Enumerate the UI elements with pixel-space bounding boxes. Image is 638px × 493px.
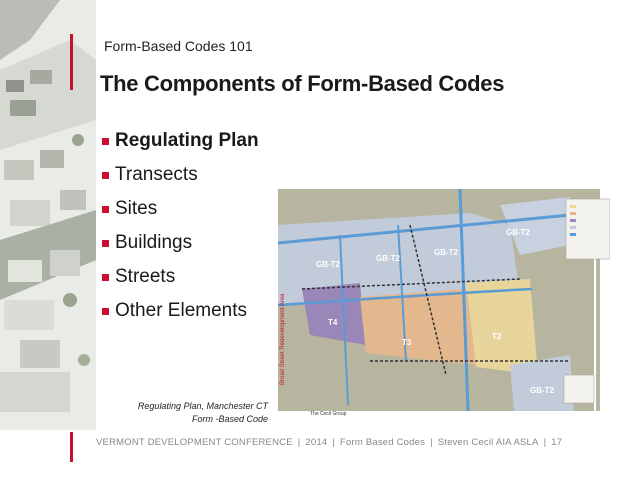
- bullet-item: [102, 294, 259, 328]
- bullet-label: Transects: [115, 164, 198, 185]
- zone-label: GB-T2: [376, 254, 400, 263]
- bullet-label: Regulating Plan: [115, 130, 259, 151]
- footer-author: Steven Cecil AIA ASLA: [437, 437, 539, 448]
- zone-label: GB-T2: [530, 386, 554, 395]
- bullet-item: [102, 124, 259, 158]
- footer-year: 2014: [305, 437, 328, 448]
- regulating-plan-map: [270, 185, 610, 417]
- bullet-item: [102, 192, 259, 226]
- bullet-label: Other Elements: [115, 300, 247, 321]
- caption-line: Form -Based Code: [191, 414, 268, 424]
- map-credit: The Cecil Group: [310, 411, 347, 417]
- bullet-square-icon: [102, 240, 109, 247]
- slide-subtitle: Form-Based Codes 101: [104, 38, 253, 54]
- bullet-square-icon: [102, 274, 109, 281]
- zone-label: T4: [328, 318, 338, 327]
- bullet-item: [102, 260, 259, 294]
- bullet-list: [102, 124, 259, 328]
- slide-title: The Components of Form-Based Codes: [100, 71, 505, 96]
- page-number: 17: [551, 437, 563, 448]
- footer-topic: Form Based Codes: [340, 437, 426, 448]
- zone-label: GB-T2: [434, 248, 458, 257]
- bullet-square-icon: [102, 138, 109, 145]
- slide-footer: [96, 437, 562, 448]
- bullet-square-icon: [102, 206, 109, 213]
- footer-separator: |: [332, 437, 336, 448]
- footer-separator: |: [297, 437, 301, 448]
- footer-separator: |: [430, 437, 433, 448]
- bullet-square-icon: [102, 172, 109, 179]
- footer-accent-bar: [70, 432, 73, 462]
- zone-label: T3: [402, 338, 412, 347]
- bullet-square-icon: [102, 308, 109, 315]
- zone-label: GB-T2: [506, 228, 530, 237]
- aerial-photo-strip: [0, 0, 96, 430]
- zone-label: GB-T2: [316, 260, 340, 269]
- bullet-label: Buildings: [115, 232, 193, 253]
- bullet-label: Streets: [115, 266, 176, 287]
- map-side-label: Broad Street Redevelopment Area: [280, 293, 286, 385]
- figure-caption: [120, 400, 268, 426]
- bullet-item: [102, 158, 259, 192]
- footer-separator: |: [543, 437, 547, 448]
- zone-label: T2: [492, 332, 502, 341]
- header-accent-bar: [70, 34, 73, 90]
- bullet-label: Sites: [115, 198, 158, 219]
- bullet-item: [102, 226, 259, 260]
- footer-conference: VERMONT DEVELOPMENT CONFERENCE: [96, 437, 293, 448]
- caption-line: Regulating Plan, Manchester CT: [137, 401, 268, 411]
